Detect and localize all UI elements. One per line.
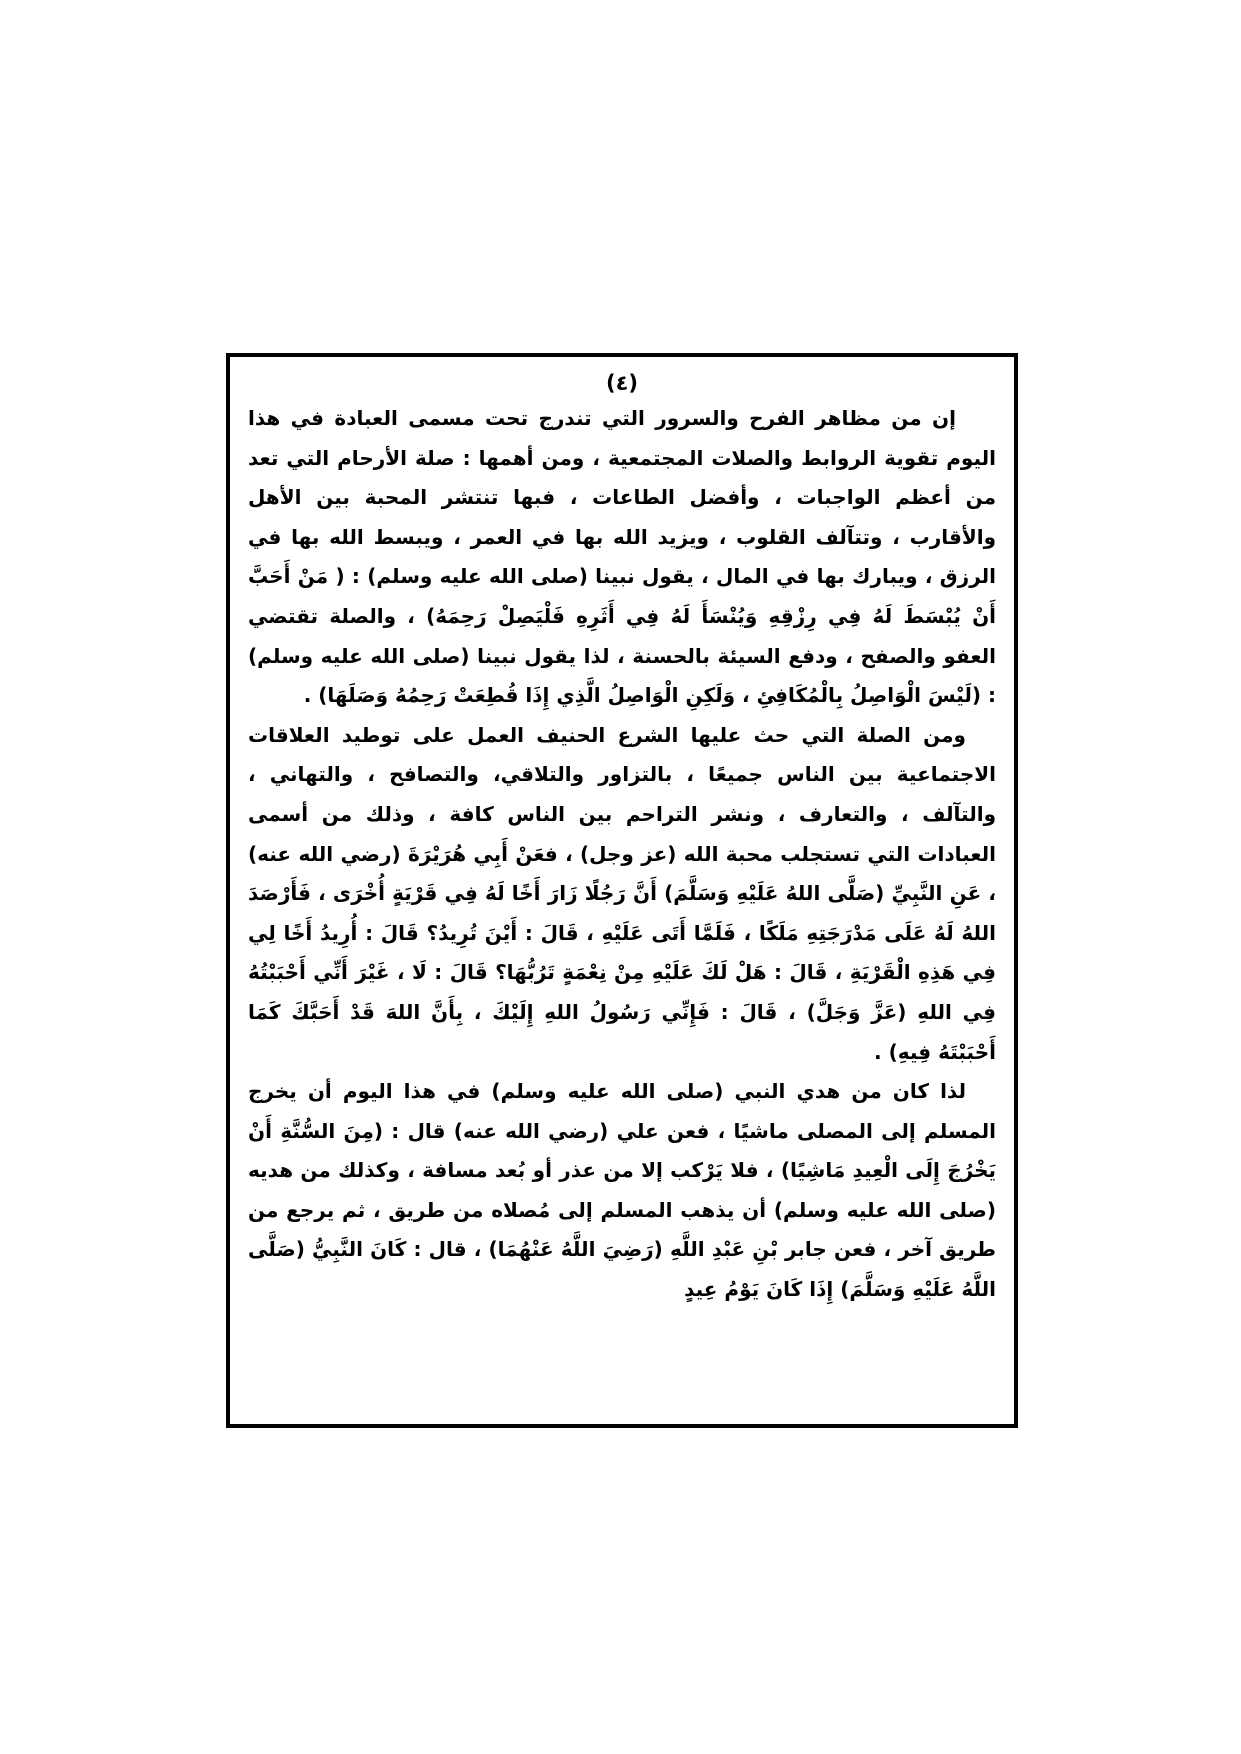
page-number: (٤) — [605, 371, 639, 395]
paragraph-walking-to-prayer: لذا كان من هدي النبي (صلى الله عليه وسلم) في هذا اليوم أن يخرج المسلم إلى المصلى ماشيًا ، فعن علي (رضي الله عنه) قال : (مِنَ السُّنَّةِ أَنْ يَخْرُجَ إِلَى الْعِيدِ مَاشِيًا) ، فلا يَرْكب إلا من عذر أو بُعد مسافة ، وكذلك من هديه (صلى الله عليه وسلم) أن يذهب المسلم إلى مُصلاه من طريق ، ثم يرجع من طريق آخر ، فعن جابر بْنِ عَبْدِ اللَّهِ (رَضِيَ اللَّهُ عَنْهُمَا) ، قال : كَانَ النَّبِيُّ (صَلَّى اللَّهُ عَلَيْهِ وَسَلَّمَ) إِذَا كَانَ يَوْمُ عِيدٍ — [248, 1079, 996, 1302]
page-border-frame — [226, 353, 1018, 1428]
page-content — [248, 399, 996, 1310]
paragraph-social-relations: ومن الصلة التي حث عليها الشرع الحنيف العمل على توطيد العلاقات الاجتماعية بين الناس جميعًا ، بالتزاور والتلاقي، والتصافح ، والتهاني ، والتآلف ، والتعارف ، ونشر التراحم بين الناس كافة ، وذلك من أسمى العبادات التي تستجلب محبة الله (عز وجل) ، فعَنْ أَبِي هُرَيْرَةَ (رضي الله عنه) ، عَنِ النَّبِيِّ (صَلَّى اللهُ عَلَيْهِ وَسَلَّمَ) أَنَّ رَجُلًا زَارَ أَخًا لَهُ فِي قَرْيَةٍ أُخْرَى ، فَأَرْصَدَ اللهُ لَهُ عَلَى مَدْرَجَتِهِ مَلَكًا ، فَلَمَّا أَتَى عَلَيْهِ ، قَالَ : أَيْنَ تُرِيدُ؟ قَالَ : أُرِيدُ أَخًا لِي فِي هَذِهِ الْقَرْيَةِ ، قَالَ : هَلْ لَكَ عَلَيْهِ مِنْ نِعْمَةٍ تَرُبُّهَا؟ قَالَ : لَا ، غَيْرَ أَنِّي أَحْبَبْتُهُ فِي اللهِ (عَزَّ وَجَلَّ) ، قَالَ : فَإِنِّي رَسُولُ اللهِ إِلَيْكَ ، بِأَنَّ اللهَ قَدْ أَحَبَّكَ كَمَا أَحْبَبْتَهُ فِيهِ) . — [248, 722, 996, 1064]
paragraph-family-ties: إن من مظاهر الفرح والسرور التي تندرج تحت مسمى العبادة في هذا اليوم تقوية الروابط والصلات المجتمعية ، ومن أهمها : صلة الأرحام التي تعد من أعظم الواجبات ، وأفضل الطاعات ، فبها تنتشر المحبة بين الأهل والأقارب ، وتتآلف القلوب ، ويزيد الله بها في العمر ، ويبسط الله بها في الرزق ، ويبارك بها في المال ، يقول نبينا (صلى الله عليه وسلم) : ( مَنْ أَحَبَّ أَنْ يُبْسَطَ لَهُ فِي رِزْقِهِ وَيُنْسَأَ لَهُ فِي أَثَرِهِ فَلْيَصِلْ رَحِمَهُ) ، والصلة تقتضي العفو والصفح ، ودفع السيئة بالحسنة ، لذا يقول نبينا (صلى الله عليه وسلم) : (لَيْسَ الْوَاصِلُ بِالْمُكَافِئِ ، وَلَكِنِ الْوَاصِلُ الَّذِي إِذَا قُطِعَتْ رَحِمُهُ وَصَلَهَا) . — [248, 406, 996, 708]
